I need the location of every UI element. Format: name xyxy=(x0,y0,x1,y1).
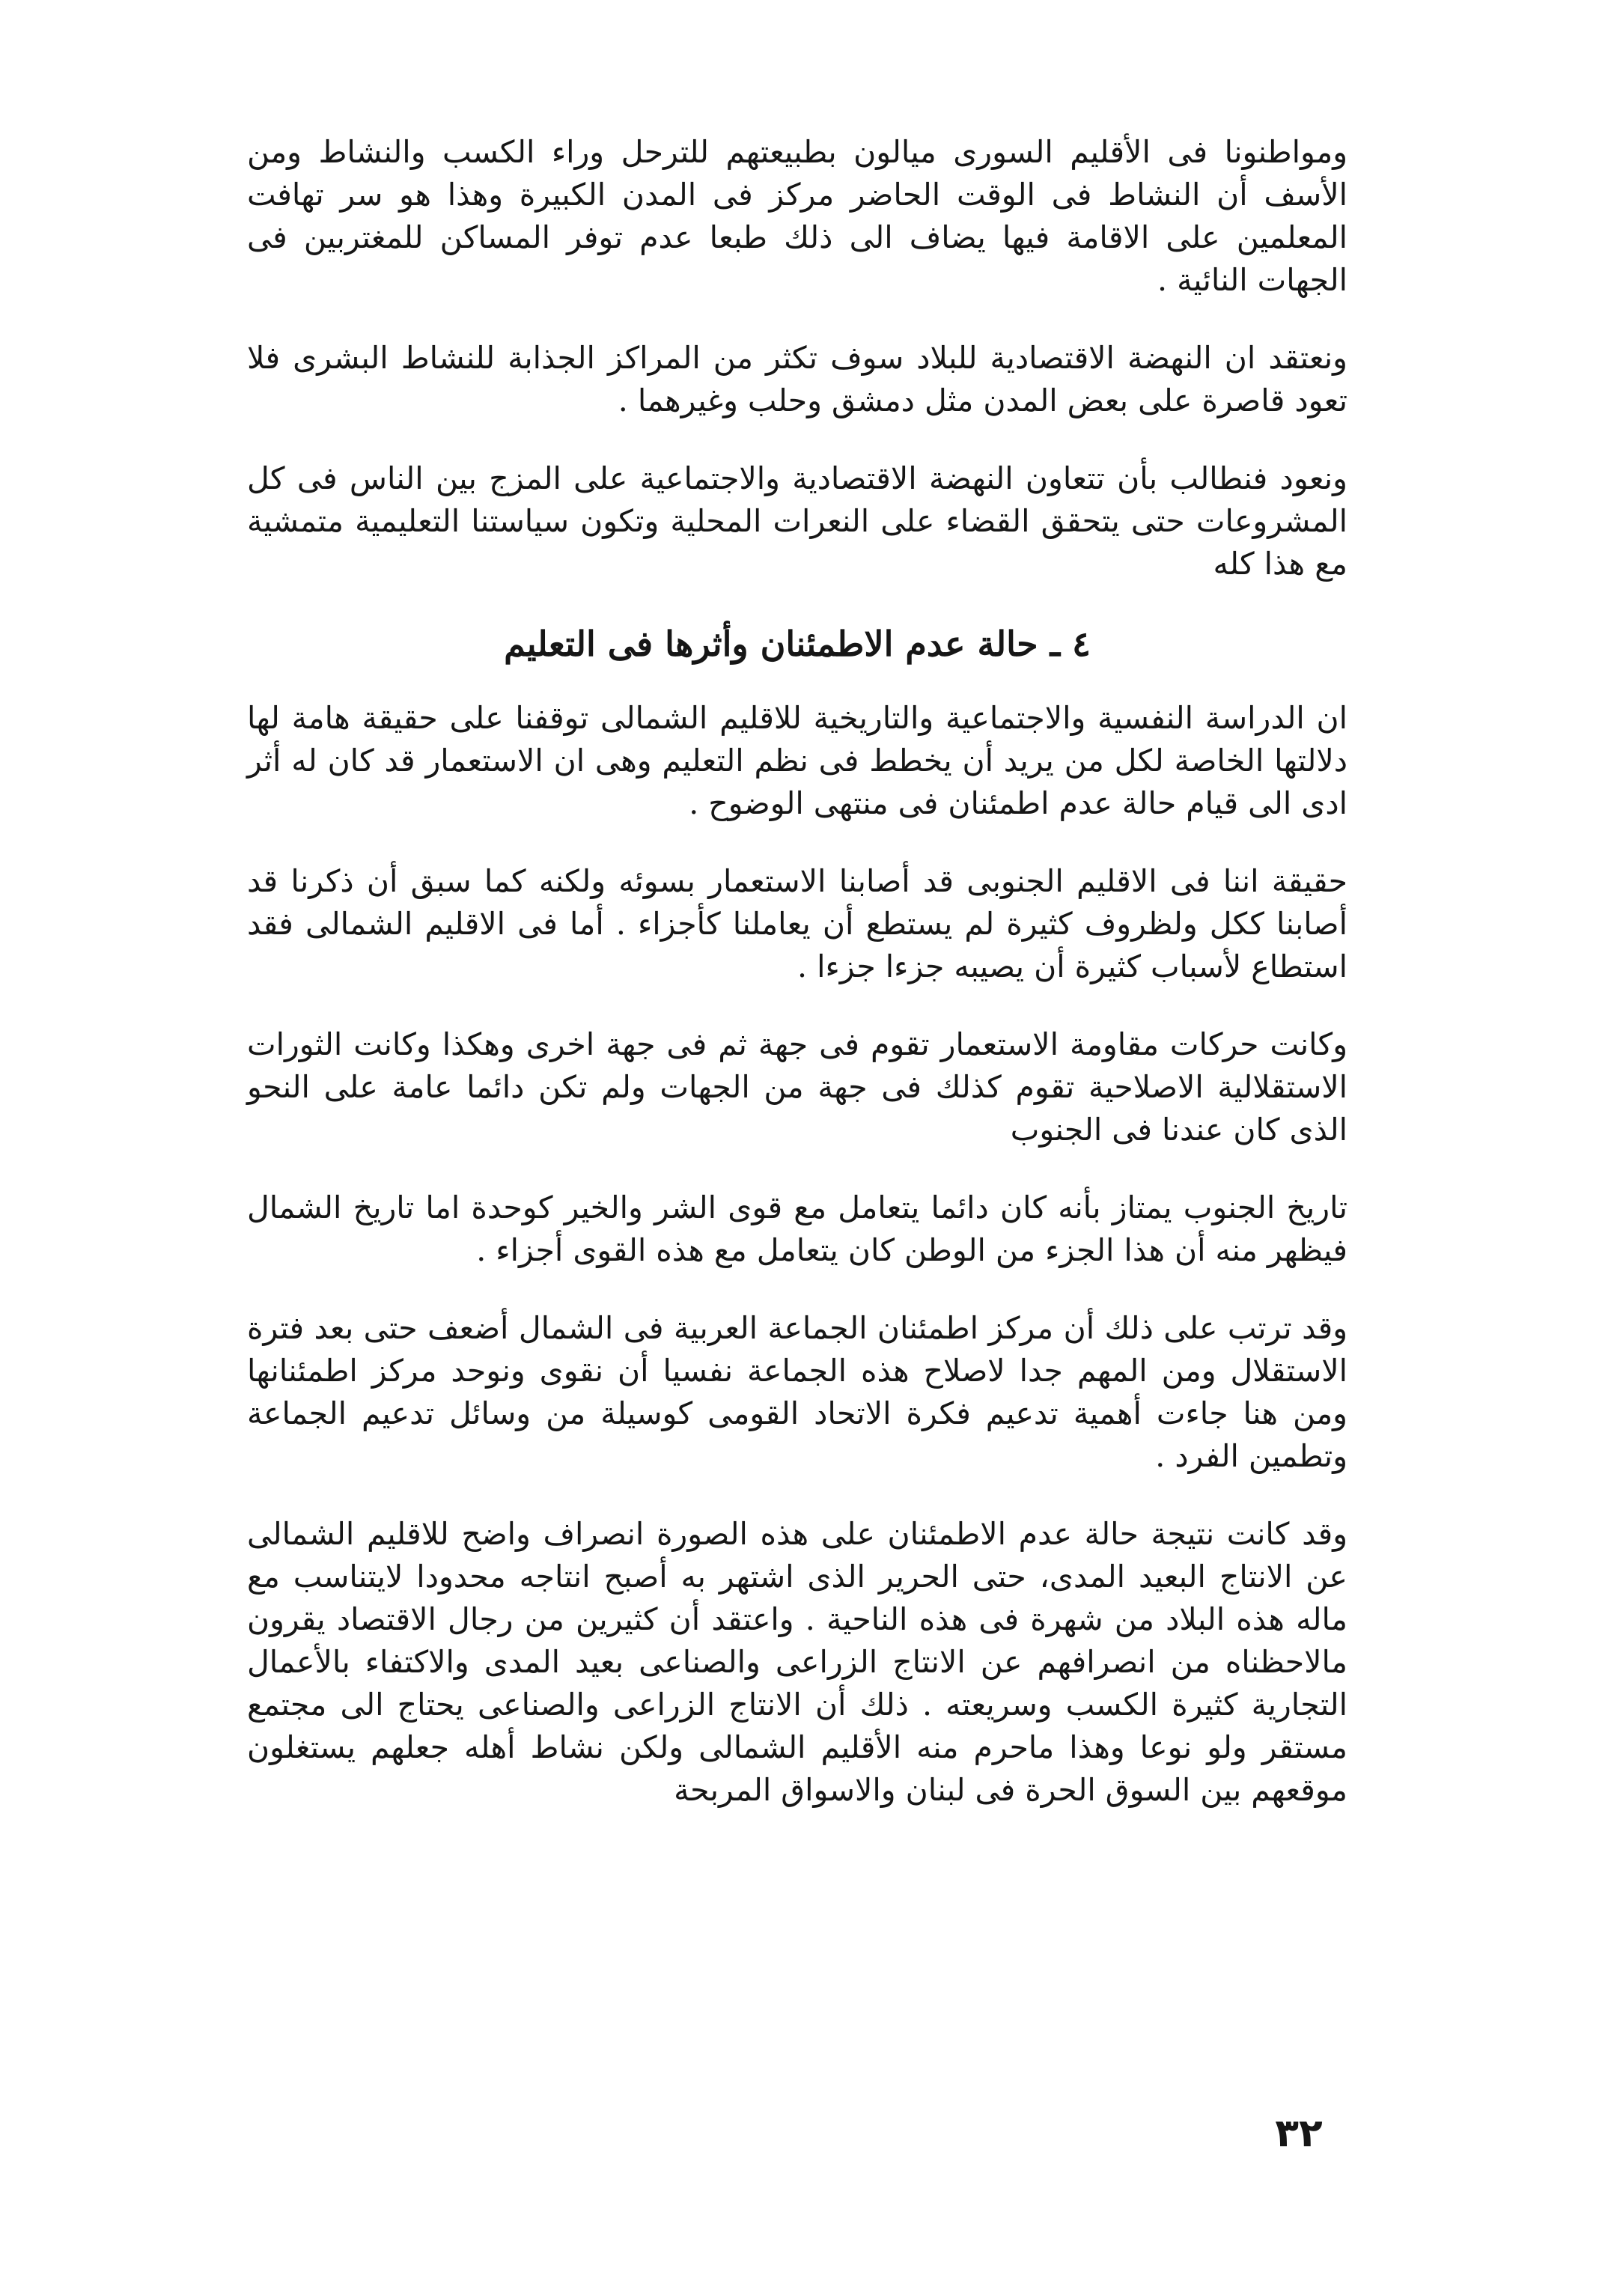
paragraph-3: ونعود فنطالب بأن تتعاون النهضة الاقتصادية والاجتماعية على المزج بين الناس فى كل المشروعات حتى يتحقق القضاء على النعرات المحلية وتكون سياستنا التعليمية متمشية مع هذا كله xyxy=(247,460,1347,582)
section-heading: ٤ ـ حالة عدم الاطمئنان وأثرها فى التعليم xyxy=(504,624,1091,664)
paragraph-9: وقد كانت نتيجة حالة عدم الاطمئنان على هذه الصورة انصراف واضح للاقليم الشمالى عن الانتاج البعيد المدى، حتى الحرير الذى اشتهر به أصبح انتاجه محدودا لايتناسب مع ماله هذه البلاد من شهرة فى هذه الناحية . واعتقد أن كثيرين من رجال الاقتصاد يقرون مالاحظناه من انصرافهم عن الانتاج الزراعى والصناعى بعيد المدى والاكتفاء بالأعمال التجارية كثيرة الكسب وسريعته . ذلك أن الانتاج الزراعى والصناعى يحتاج الى مجتمع مستقر ولو نوعا وهذا ماحرم منه الأقليم الشمالى ولكن نشاط أهله جعلهم يستغلون موقعهم بين السوق الحرة فى لبنان والاسواق المربحة xyxy=(247,1516,1347,1808)
paragraph-2: ونعتقد ان النهضة الاقتصادية للبلاد سوف تكثر من المراكز الجذابة للنشاط البشرى فلا تعود قاصرة على بعض المدن مثل دمشق وحلب وغيرهما . xyxy=(247,340,1347,418)
paragraph-4: ان الدراسة النفسية والاجتماعية والتاريخية للاقليم الشمالى توقفنا على حقيقة هامة لها دلالتها الخاصة لكل من يريد أن يخطط فى نظم التعليم وهى ان الاستعمار قد كان له أثر ادى الى قيام حالة عدم اطمئنان فى منتهى الوضوح . xyxy=(247,700,1347,821)
body-text xyxy=(247,131,1347,1847)
paragraph-1: ومواطنونا فى الأقليم السورى ميالون بطبيعتهم للترحل وراء الكسب والنشاط ومن الأسف أن النشاط فى الوقت الحاضر مركز فى المدن الكبيرة وهذا هو سر تهافت المعلمين على الاقامة فيها يضاف الى ذلك طبعا عدم توفر المساكن للمغتربين فى الجهات النائية . xyxy=(247,134,1347,298)
paragraph-5: حقيقة اننا فى الاقليم الجنوبى قد أصابنا الاستعمار بسوئه ولكنه كما سبق أن ذكرنا قد أصابنا ككل ولظروف كثيرة لم يستطع أن يعاملنا كأجزاء . أما فى الاقليم الشمالى فقد استطاع لأسباب كثيرة أن يصيبه جزءا جزءا . xyxy=(247,863,1347,984)
paragraph-8: وقد ترتب على ذلك أن مركز اطمئنان الجماعة العربية فى الشمال أضعف حتى بعد فترة الاستقلال ومن المهم جدا لاصلاح هذه الجماعة نفسيا أن نقوى ونوحد مركز اطمئنانها ومن هنا جاءت أهمية تدعيم فكرة الاتحاد القومى كوسيلة من وسائل تدعيم الجماعة وتطمين الفرد . xyxy=(247,1310,1347,1474)
page-number: ٣٢ xyxy=(1275,2111,1323,2156)
paragraph-6: وكانت حركات مقاومة الاستعمار تقوم فى جهة ثم فى جهة اخرى وهكذا وكانت الثورات الاستقلالية الاصلاحية تقوم كذلك فى جهة من الجهات ولم تكن دائما عامة على النحو الذى كان عندنا فى الجنوب xyxy=(247,1026,1347,1148)
paragraph-7: تاريخ الجنوب يمتاز بأنه كان دائما يتعامل مع قوى الشر والخير كوحدة اما تاريخ الشمال فيظهر منه أن هذا الجزء من الوطن كان يتعامل مع هذه القوى أجزاء . xyxy=(247,1190,1347,1268)
